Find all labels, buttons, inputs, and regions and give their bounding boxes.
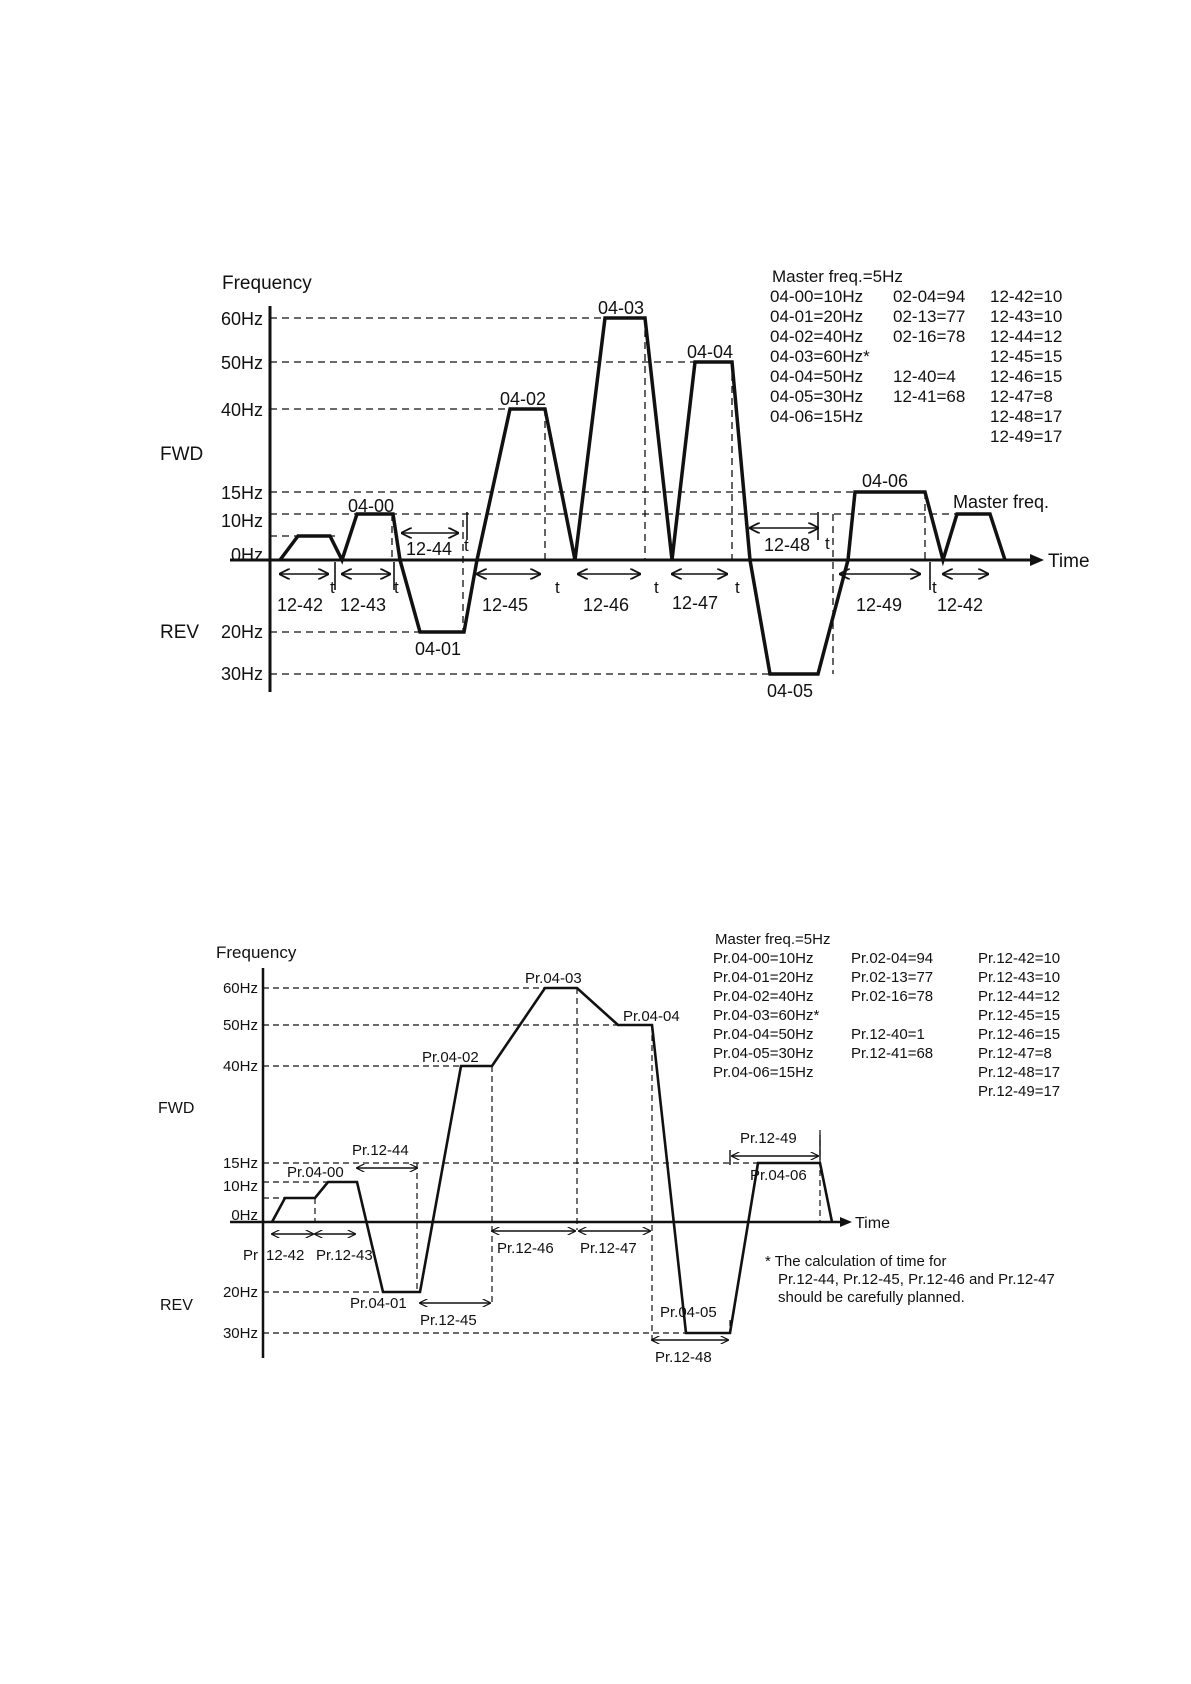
step-label: 04-02 [500, 389, 547, 409]
param-item: Pr.04-06=15Hz [713, 1064, 814, 1081]
param-item: 12-41=68 [893, 387, 966, 406]
tick-30hz: 30Hz [220, 664, 263, 684]
param-item: 04-06=15Hz [770, 407, 864, 426]
param-item: 04-03=60Hz* [770, 347, 870, 366]
param-item: Pr.04-04=50Hz [713, 1026, 814, 1043]
interval-label: 12-45 [482, 595, 529, 615]
t-label: t [394, 578, 399, 597]
param-item: 12-49=17 [990, 427, 1063, 446]
interval-label: Pr.12-48 [655, 1349, 712, 1366]
rev-label: REV [160, 1297, 193, 1314]
param-item: Pr.12-49=17 [978, 1083, 1061, 1100]
step-label: Pr.04-06 [750, 1167, 807, 1184]
frequency-label: Frequency [216, 943, 297, 962]
note-line: Pr.12-44, Pr.12-45, Pr.12-46 and Pr.12-47 [778, 1271, 1055, 1288]
param-item: Master freq.=5Hz [715, 931, 831, 948]
param-item: Pr.02-13=77 [851, 969, 934, 986]
t-label: t [464, 536, 469, 555]
parameter-table [770, 267, 1062, 446]
tick-40hz: 40Hz [220, 400, 263, 420]
tick-40hz: 40Hz [222, 1058, 258, 1075]
tick-0hz: 0Hz [231, 1207, 258, 1224]
hz-ticks [221, 309, 263, 684]
time-axis-arrow-icon [1030, 554, 1044, 566]
param-item: Pr.04-02=40Hz [713, 988, 814, 1005]
param-item: Pr.04-00=10Hz [713, 950, 814, 967]
tick-0hz: 0Hz [230, 545, 263, 565]
time-label: Time [855, 1215, 890, 1232]
step-labels [348, 298, 1049, 701]
step-label: Pr.04-02 [422, 1049, 479, 1066]
step-label: 04-03 [598, 298, 645, 318]
param-item: 12-44=12 [990, 327, 1063, 346]
interval-label: Pr.12-43 [316, 1247, 373, 1264]
note-line: * The calculation of time for [765, 1253, 947, 1270]
tick-15hz: 15Hz [220, 483, 263, 503]
interval-label: 12-42 [277, 595, 324, 615]
param-item: Pr.12-46=15 [978, 1026, 1061, 1043]
param-item: Pr.04-01=20Hz [713, 969, 814, 986]
interval-label: 12-49 [856, 595, 903, 615]
frequency-label: Frequency [222, 273, 312, 294]
param-item: 12-43=10 [990, 307, 1063, 326]
step-label: Pr.04-03 [525, 970, 582, 987]
step-label: Pr.04-04 [623, 1008, 680, 1025]
tick-10hz: 10Hz [220, 511, 263, 531]
param-item: 02-04=94 [893, 287, 966, 306]
interval-label: 12-42 [266, 1247, 305, 1264]
tick-60hz: 60Hz [222, 980, 258, 997]
step-label: 04-05 [767, 681, 814, 701]
planning-note [765, 1253, 1055, 1306]
tick-30hz: 30Hz [222, 1325, 258, 1342]
param-item: Pr.04-03=60Hz* [713, 1007, 820, 1024]
param-item: Pr.02-16=78 [851, 988, 934, 1005]
fwd-label: FWD [160, 444, 204, 465]
param-item: 04-05=30Hz [770, 387, 864, 406]
fwd-label: FWD [158, 1100, 195, 1117]
param-item: Pr.12-40=1 [851, 1026, 925, 1043]
interval-label: Pr.12-44 [352, 1142, 409, 1159]
param-item: Pr.02-04=94 [851, 950, 934, 967]
t-label: t [825, 534, 830, 553]
param-item: Pr.04-05=30Hz [713, 1045, 814, 1062]
note-line: should be carefully planned. [778, 1289, 965, 1306]
param-item: Pr.12-48=17 [978, 1064, 1061, 1081]
interval-label: 12-43 [340, 595, 387, 615]
param-item: 12-45=15 [990, 347, 1063, 366]
t-label: t [555, 578, 560, 597]
t-label: t [932, 578, 937, 597]
interval-label: 12-48 [764, 535, 811, 555]
diagram-2 [158, 931, 1060, 1366]
interval-label: 12-47 [672, 593, 719, 613]
tick-60hz: 60Hz [220, 309, 263, 329]
step-label: Pr.04-05 [660, 1304, 717, 1321]
param-item: Pr.12-43=10 [978, 969, 1061, 986]
interval-label: 12-44 [406, 539, 453, 559]
param-item: 04-02=40Hz [770, 327, 864, 346]
tick-10hz: 10Hz [222, 1178, 258, 1195]
param-item: Pr.12-47=8 [978, 1045, 1052, 1062]
t-label: t [735, 578, 740, 597]
param-item: 12-40=4 [893, 367, 956, 386]
hz-ticks [223, 980, 258, 1342]
step-label: Pr.04-00 [287, 1164, 344, 1181]
param-item: 04-00=10Hz [770, 287, 864, 306]
tick-50hz: 50Hz [222, 1017, 258, 1034]
param-item: Master freq.=5Hz [772, 267, 903, 286]
step-label: 04-04 [687, 342, 734, 362]
interval-label: 12-42 [937, 595, 984, 615]
interval-label: 12-46 [583, 595, 630, 615]
param-item: 02-13=77 [893, 307, 966, 326]
time-label: Time [1048, 551, 1090, 572]
param-item: Pr.12-41=68 [851, 1045, 934, 1062]
tick-50hz: 50Hz [220, 353, 263, 373]
interval-label: Pr [243, 1247, 258, 1264]
step-label: 04-01 [415, 639, 462, 659]
tick-20hz: 20Hz [222, 1284, 258, 1301]
diagram-1 [160, 267, 1090, 701]
interval-arrows [280, 512, 988, 590]
interval-label: Pr.12-46 [497, 1240, 554, 1257]
master-freq-label: Master freq. [953, 492, 1050, 512]
interval-label: Pr.12-47 [580, 1240, 637, 1257]
tick-20hz: 20Hz [220, 622, 263, 642]
param-item: Pr.12-44=12 [978, 988, 1061, 1005]
t-label: t [654, 578, 659, 597]
interval-label: Pr.12-45 [420, 1312, 477, 1329]
step-label: Pr.04-01 [350, 1295, 407, 1312]
interval-labels [277, 535, 983, 615]
step-label: 04-06 [862, 471, 909, 491]
param-item: 12-46=15 [990, 367, 1063, 386]
param-item: 12-42=10 [990, 287, 1063, 306]
param-item: 04-01=20Hz [770, 307, 864, 326]
interval-label: Pr.12-49 [740, 1130, 797, 1147]
param-item: Pr.12-45=15 [978, 1007, 1061, 1024]
rev-label: REV [160, 622, 200, 643]
t-label: t [330, 578, 335, 597]
param-item: 12-47=8 [990, 387, 1053, 406]
param-item: 12-48=17 [990, 407, 1063, 426]
param-item: 04-04=50Hz [770, 367, 864, 386]
parameter-table [713, 931, 1060, 1100]
time-axis-arrow-icon [840, 1217, 852, 1227]
param-item: 02-16=78 [893, 327, 966, 346]
step-label: 04-00 [348, 496, 395, 516]
tick-15hz: 15Hz [222, 1155, 258, 1172]
param-item: Pr.12-42=10 [978, 950, 1061, 967]
